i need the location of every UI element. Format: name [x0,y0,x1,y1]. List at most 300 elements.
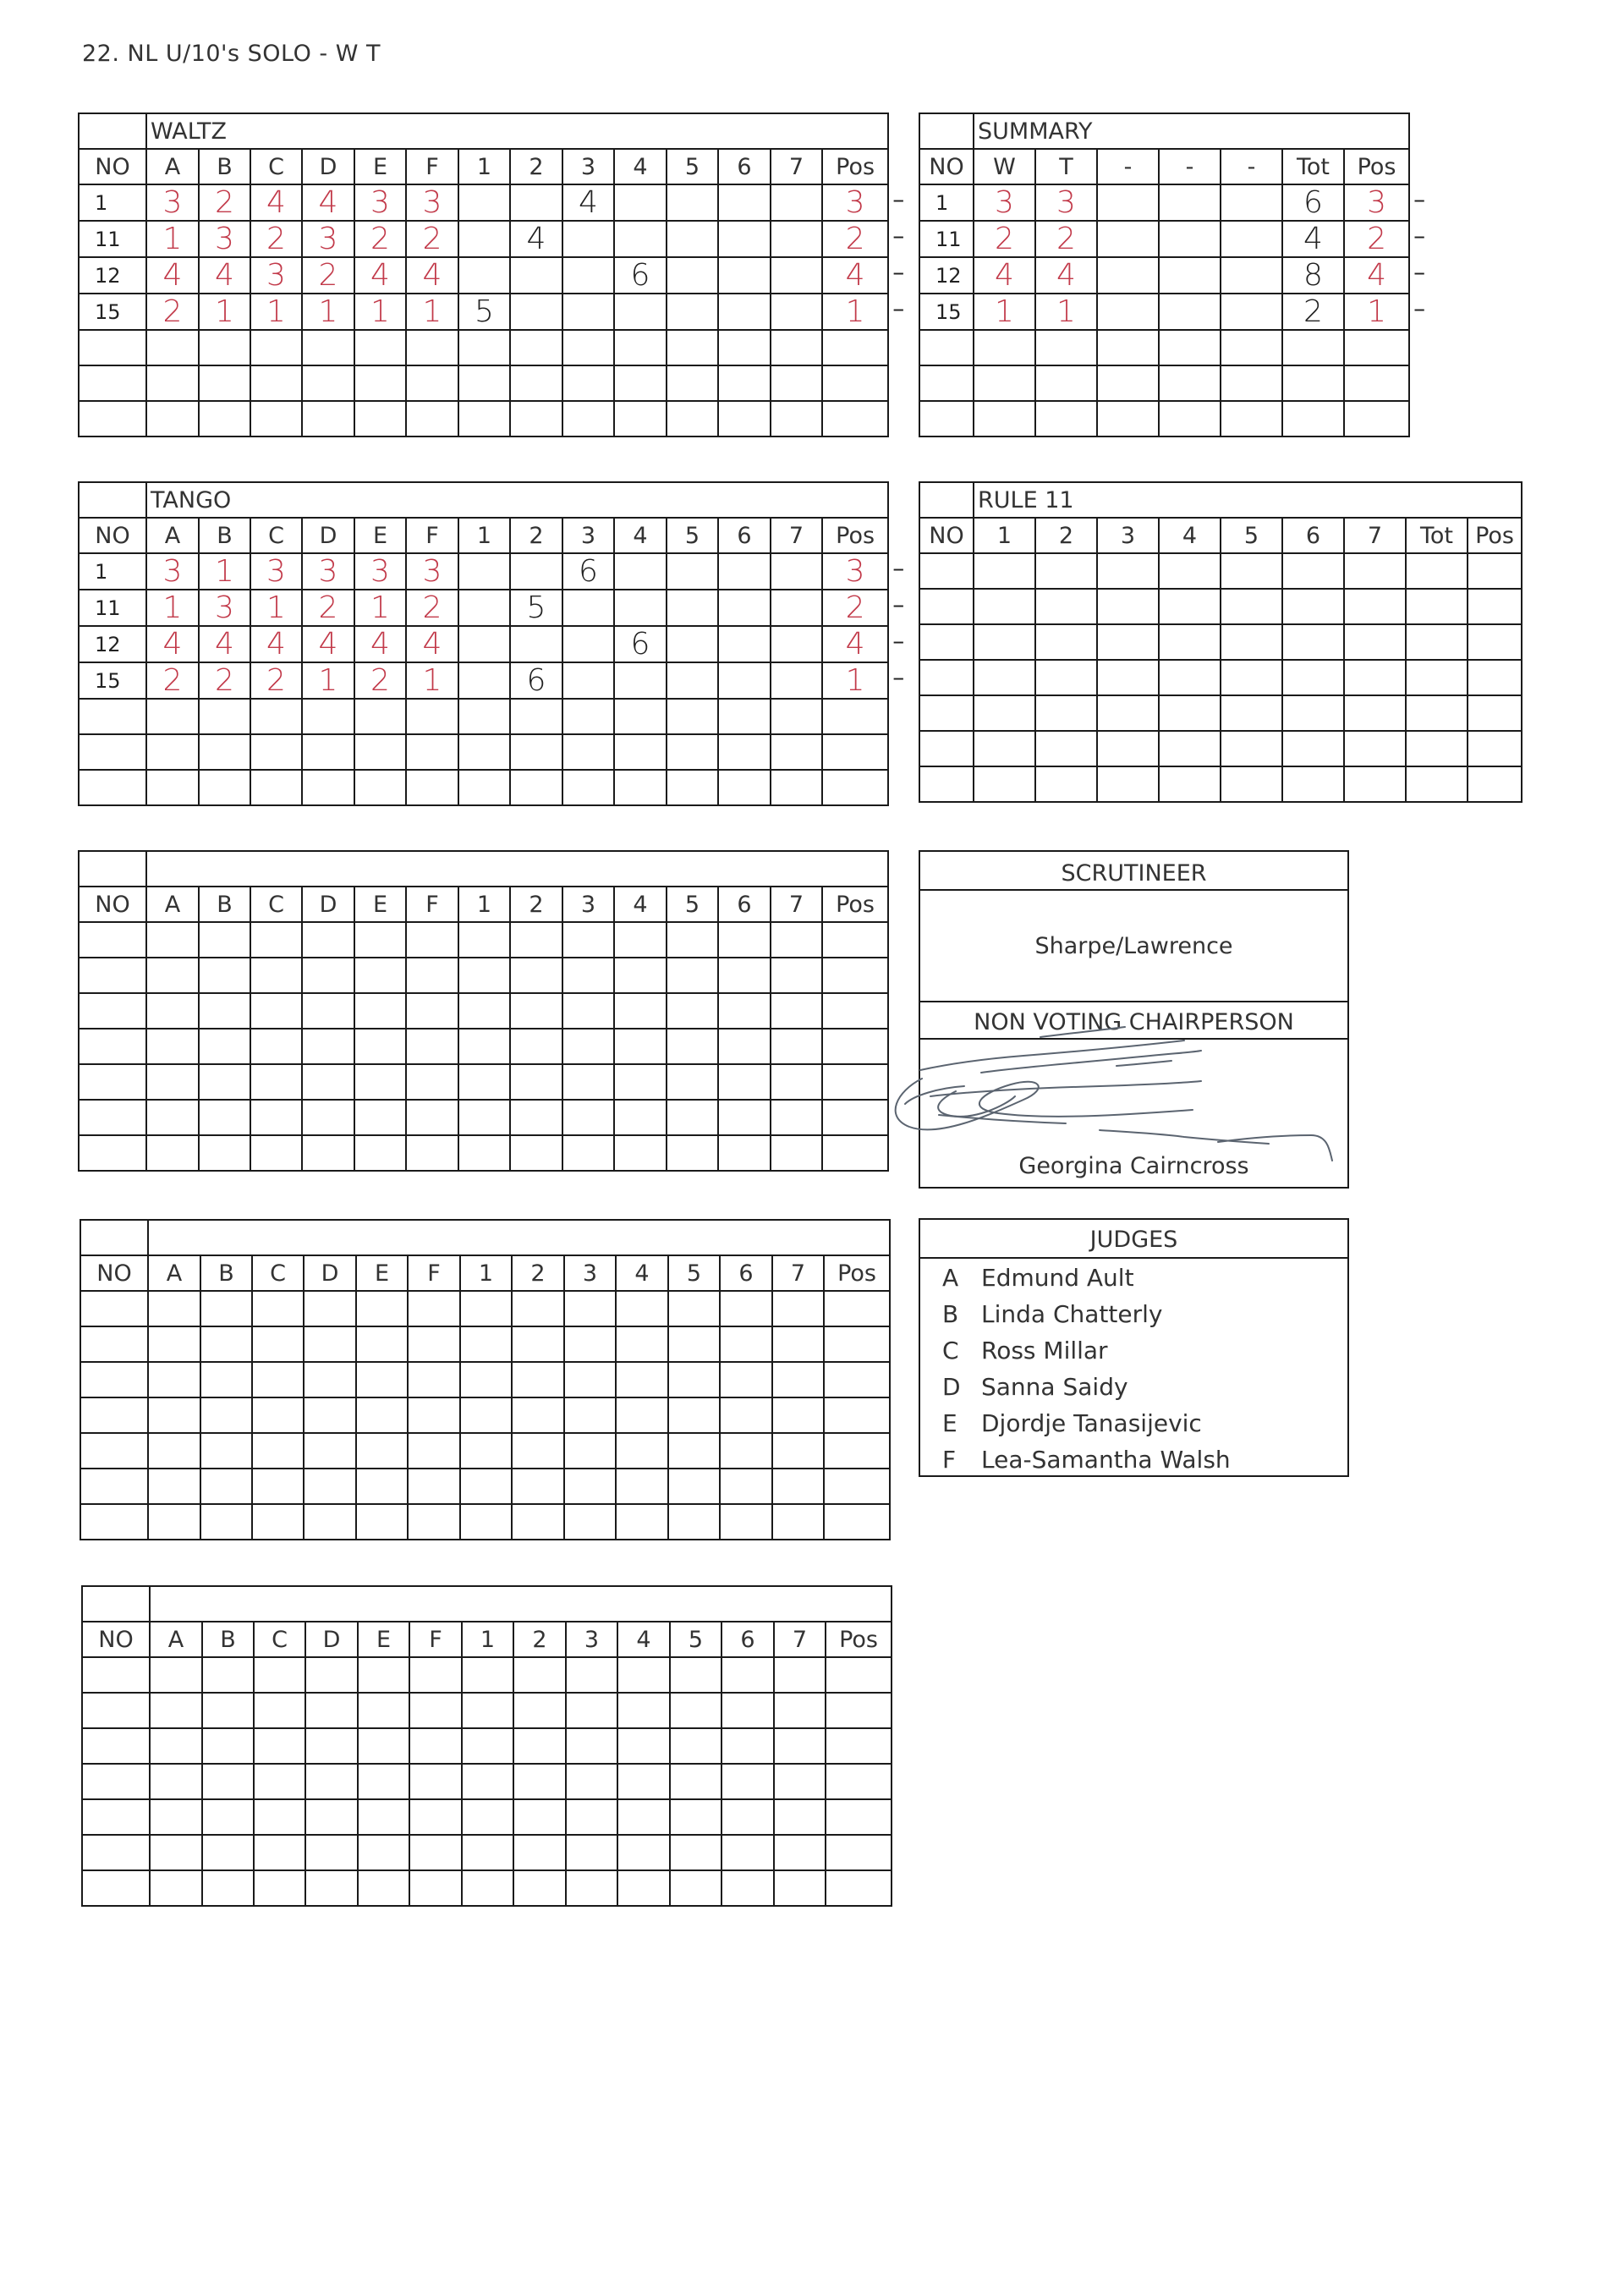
mark-cell [670,1693,721,1728]
mark-cell [513,1764,566,1799]
mark-cell [510,184,562,221]
mark-cell [826,1799,892,1835]
couple-number-cell [82,1870,150,1906]
mark-cell [824,1397,890,1433]
mark-cell [826,1728,892,1764]
mark-cell [254,1728,305,1764]
tick-mark: – [892,185,905,213]
mark-cell: 3 [302,221,354,257]
mark-cell [354,770,406,805]
mark-cell [1282,401,1344,436]
table-row [79,922,888,958]
mark-cell [510,770,562,805]
mark-cell [1159,553,1221,589]
mark-cell [822,365,888,401]
mark-cell [458,662,510,699]
mark-cell: 4 [406,626,458,662]
mark-cell [1159,731,1221,766]
corner-cell [82,1586,150,1622]
blank-marks-table-1 [78,850,889,1172]
couple-number-cell [82,1728,150,1764]
mark-cell [1097,221,1159,257]
column-header: 5 [670,1622,721,1657]
mark-cell [670,1764,721,1799]
mark-cell: 8 [1282,257,1344,294]
mark-cell [512,1397,564,1433]
mark-cell [616,1326,668,1362]
mark-cell [566,1835,617,1870]
mark-cell [146,922,199,958]
couple-number-cell [80,1397,148,1433]
mark-cell [250,1135,302,1171]
mark-cell [510,993,562,1029]
mark-cell [720,1469,772,1504]
mark-cell [1406,553,1468,589]
mark-cell: 6 [614,626,667,662]
table-row [82,1657,892,1693]
mark-cell [974,330,1035,365]
table-row [79,257,888,294]
couple-number-cell [79,1029,146,1064]
divider [920,1257,1347,1259]
couple-number-cell [80,1504,148,1540]
mark-cell [302,1029,354,1064]
table-row [80,1433,890,1469]
mark-cell: 2 [354,662,406,699]
mark-cell [406,922,458,958]
column-header: 5 [1221,518,1282,553]
mark-cell [617,1657,670,1693]
mark-cell: 4 [510,221,562,257]
waltz-marks-table [78,113,889,437]
table-row [919,184,1409,221]
column-header: 1 [458,887,510,922]
column-header: B [200,1255,252,1291]
mark-cell [200,1433,252,1469]
couple-number-cell [79,993,146,1029]
column-header: 2 [510,149,562,184]
mark-cell: 1 [199,553,250,590]
mark-cell [510,365,562,401]
mark-cell [772,1469,824,1504]
column-header: 7 [774,1622,826,1657]
mark-cell [148,1326,200,1362]
column-header: 4 [1159,518,1221,553]
column-header: 6 [1282,518,1344,553]
column-header: E [358,1622,409,1657]
mark-cell [718,221,771,257]
mark-cell [562,257,614,294]
mark-cell [667,1064,718,1100]
corner-cell [79,851,146,887]
mark-cell [510,1029,562,1064]
column-header: NO [79,518,146,553]
mark-cell [250,365,302,401]
tick-mark: – [892,554,905,582]
mark-cell [670,1657,721,1693]
mark-cell [566,1764,617,1799]
mark-cell [667,365,718,401]
mark-cell: 3 [974,184,1035,221]
table-row [79,401,888,436]
mark-cell [148,1433,200,1469]
mark-cell [667,1029,718,1064]
couple-number-cell [79,770,146,805]
mark-cell [200,1291,252,1326]
mark-cell [304,1469,356,1504]
mark-cell [822,1100,888,1135]
mark-cell [826,1835,892,1870]
mark-cell [1344,695,1406,731]
mark-cell [354,993,406,1029]
mark-cell [1344,766,1406,802]
mark-cell [254,1657,305,1693]
mark-cell [974,365,1035,401]
mark-cell [354,330,406,365]
mark-cell [146,401,199,436]
mark-cell [462,1693,513,1728]
mark-cell: 1 [250,294,302,330]
column-header: D [302,887,354,922]
mark-cell [771,1135,822,1171]
table-row [79,1064,888,1100]
mark-cell [667,590,718,626]
mark-cell [1282,695,1344,731]
mark-cell [356,1433,408,1469]
mark-cell [406,958,458,993]
tick-mark: – [892,627,905,655]
mark-cell [1468,553,1522,589]
couple-number-cell [919,401,974,436]
mark-cell: 5 [510,590,562,626]
mark-cell [720,1504,772,1540]
mark-cell [199,401,250,436]
mark-cell [302,1064,354,1100]
mark-cell [668,1433,720,1469]
mark-cell [354,958,406,993]
mark-cell: 1 [974,294,1035,330]
mark-cell [406,401,458,436]
column-header: 2 [512,1255,564,1291]
mark-cell [302,958,354,993]
table-row [919,365,1409,401]
mark-cell [302,770,354,805]
column-header: D [304,1255,356,1291]
judge-name: Ross Millar [981,1337,1108,1364]
mark-cell [1221,624,1282,660]
column-header: 3 [564,1255,616,1291]
mark-cell [771,734,822,770]
mark-cell [250,958,302,993]
mark-cell [720,1291,772,1326]
mark-cell [148,1469,200,1504]
officials-box [919,850,1349,1189]
mark-cell [614,365,667,401]
mark-cell [616,1469,668,1504]
table-row [919,589,1522,624]
mark-cell [614,993,667,1029]
mark-cell [824,1362,890,1397]
mark-cell: 4 [406,257,458,294]
mark-cell [718,922,771,958]
mark-cell [771,1029,822,1064]
mark-cell [822,993,888,1029]
mark-cell [1468,695,1522,731]
table-row [82,1728,892,1764]
corner-cell [919,113,974,149]
column-header: B [199,149,250,184]
mark-cell [718,294,771,330]
mark-cell [409,1693,462,1728]
mark-cell [772,1291,824,1326]
mark-cell [824,1469,890,1504]
mark-cell [458,257,510,294]
mark-cell [771,365,822,401]
mark-cell [614,401,667,436]
column-header: C [252,1255,304,1291]
mark-cell [562,294,614,330]
mark-cell: 2 [822,221,888,257]
column-header: 7 [771,887,822,922]
mark-cell [614,590,667,626]
couple-number-cell [919,660,974,695]
tick-mark: – [892,258,905,286]
mark-cell: 4 [1344,257,1409,294]
mark-cell [562,365,614,401]
mark-cell [772,1326,824,1362]
mark-cell [148,1291,200,1326]
mark-cell [771,699,822,734]
mark-cell [824,1291,890,1326]
mark-cell [150,1835,202,1870]
mark-cell [667,699,718,734]
couple-number-cell [79,734,146,770]
table-row [919,221,1409,257]
couple-number-cell [80,1326,148,1362]
mark-cell [562,1100,614,1135]
corner-cell [80,1220,148,1255]
mark-cell [1159,221,1221,257]
mark-cell: 2 [302,257,354,294]
mark-cell [250,993,302,1029]
mark-cell [564,1469,616,1504]
mark-cell [250,1100,302,1135]
column-header: Pos [822,518,888,553]
mark-cell [1035,731,1097,766]
mark-cell [462,1870,513,1906]
table-row [79,662,888,699]
blank-marks-table-3 [81,1585,892,1907]
mark-cell [458,993,510,1029]
mark-cell [562,1135,614,1171]
mark-cell [718,993,771,1029]
mark-cell [1344,589,1406,624]
mark-cell [146,699,199,734]
mark-cell [566,1693,617,1728]
mark-cell: 2 [406,590,458,626]
mark-cell [199,1029,250,1064]
title-row [79,851,888,887]
column-header: 7 [1344,518,1406,553]
mark-cell [305,1693,358,1728]
mark-cell [614,1064,667,1100]
mark-cell [354,1100,406,1135]
mark-cell [356,1397,408,1433]
couple-number-cell [79,365,146,401]
mark-cell [460,1326,512,1362]
mark-cell [354,401,406,436]
column-header: E [354,518,406,553]
header-row [79,149,888,184]
mark-cell [1344,660,1406,695]
mark-cell [562,993,614,1029]
header-row [919,149,1409,184]
column-header: 5 [667,149,718,184]
mark-cell: 3 [250,257,302,294]
couple-number-cell: 11 [919,221,974,257]
mark-cell: 6 [510,662,562,699]
mark-cell [562,1029,614,1064]
mark-cell [408,1397,460,1433]
mark-cell [146,1100,199,1135]
mark-cell [1221,294,1282,330]
mark-cell [1035,766,1097,802]
table-row [919,401,1409,436]
mark-cell [1035,401,1097,436]
judges-label: JUDGES [1089,1227,1178,1253]
mark-cell [1221,221,1282,257]
mark-cell [771,330,822,365]
summary-table [919,113,1410,437]
mark-cell [562,699,614,734]
mark-cell [718,699,771,734]
mark-cell [304,1504,356,1540]
column-header: 1 [974,518,1035,553]
mark-cell [512,1326,564,1362]
mark-cell [670,1728,721,1764]
mark-cell [354,734,406,770]
mark-cell [1221,660,1282,695]
mark-cell [150,1764,202,1799]
mark-cell [718,365,771,401]
mark-cell [510,1064,562,1100]
mark-cell [146,958,199,993]
mark-cell: 4 [354,626,406,662]
mark-cell [771,922,822,958]
mark-cell [150,1728,202,1764]
table-row [919,695,1522,731]
column-header: NO [80,1255,148,1291]
column-header: - [1097,149,1159,184]
table-row [80,1326,890,1362]
mark-cell [513,1728,566,1764]
mark-cell [252,1362,304,1397]
mark-cell [199,922,250,958]
column-header: F [406,518,458,553]
mark-cell: 3 [1035,184,1097,221]
couple-number-cell [919,766,974,802]
mark-cell [458,1100,510,1135]
couple-number-cell [79,330,146,365]
mark-cell [721,1835,774,1870]
mark-cell [771,184,822,221]
mark-cell [718,184,771,221]
mark-cell [614,553,667,590]
mark-cell [1097,401,1159,436]
column-header: W [974,149,1035,184]
mark-cell [1097,257,1159,294]
mark-cell [774,1657,826,1693]
couple-number-cell [80,1291,148,1326]
mark-cell [718,1029,771,1064]
mark-cell [510,699,562,734]
mark-cell [510,294,562,330]
mark-cell [718,1135,771,1171]
mark-cell [250,1064,302,1100]
mark-cell [1468,731,1522,766]
mark-cell [302,699,354,734]
mark-cell [721,1693,774,1728]
column-header: 6 [718,518,771,553]
column-header: F [406,887,458,922]
mark-cell: 2 [302,590,354,626]
mark-cell [1159,589,1221,624]
mark-cell [406,1135,458,1171]
column-header: E [354,887,406,922]
table-row [82,1799,892,1835]
column-header: 2 [513,1622,566,1657]
mark-cell [564,1397,616,1433]
mark-cell [771,626,822,662]
mark-cell [199,1135,250,1171]
couple-number-cell: 15 [79,662,146,699]
mark-cell [720,1433,772,1469]
mark-cell [718,734,771,770]
mark-cell: 1 [146,590,199,626]
mark-cell [305,1835,358,1870]
mark-cell [408,1291,460,1326]
mark-cell [1097,731,1159,766]
mark-cell [252,1291,304,1326]
mark-cell [513,1835,566,1870]
mark-cell [667,662,718,699]
mark-cell [150,1799,202,1835]
mark-cell [512,1469,564,1504]
column-header: 2 [510,518,562,553]
mark-cell [150,1870,202,1906]
mark-cell [771,257,822,294]
column-header: A [146,887,199,922]
column-header: 6 [721,1622,774,1657]
couple-number-cell [919,330,974,365]
mark-cell [1097,660,1159,695]
mark-cell [358,1728,409,1764]
mark-cell [774,1693,826,1728]
mark-cell [1097,184,1159,221]
tick-mark: – [892,663,905,691]
mark-cell [250,770,302,805]
column-header: 4 [614,518,667,553]
mark-cell [358,1693,409,1728]
mark-cell: 2 [1035,221,1097,257]
mark-cell: 2 [199,184,250,221]
mark-cell [358,1764,409,1799]
mark-cell [667,553,718,590]
title-row [79,113,888,149]
table-row [79,734,888,770]
mark-cell [1344,731,1406,766]
column-header: Pos [1468,518,1522,553]
